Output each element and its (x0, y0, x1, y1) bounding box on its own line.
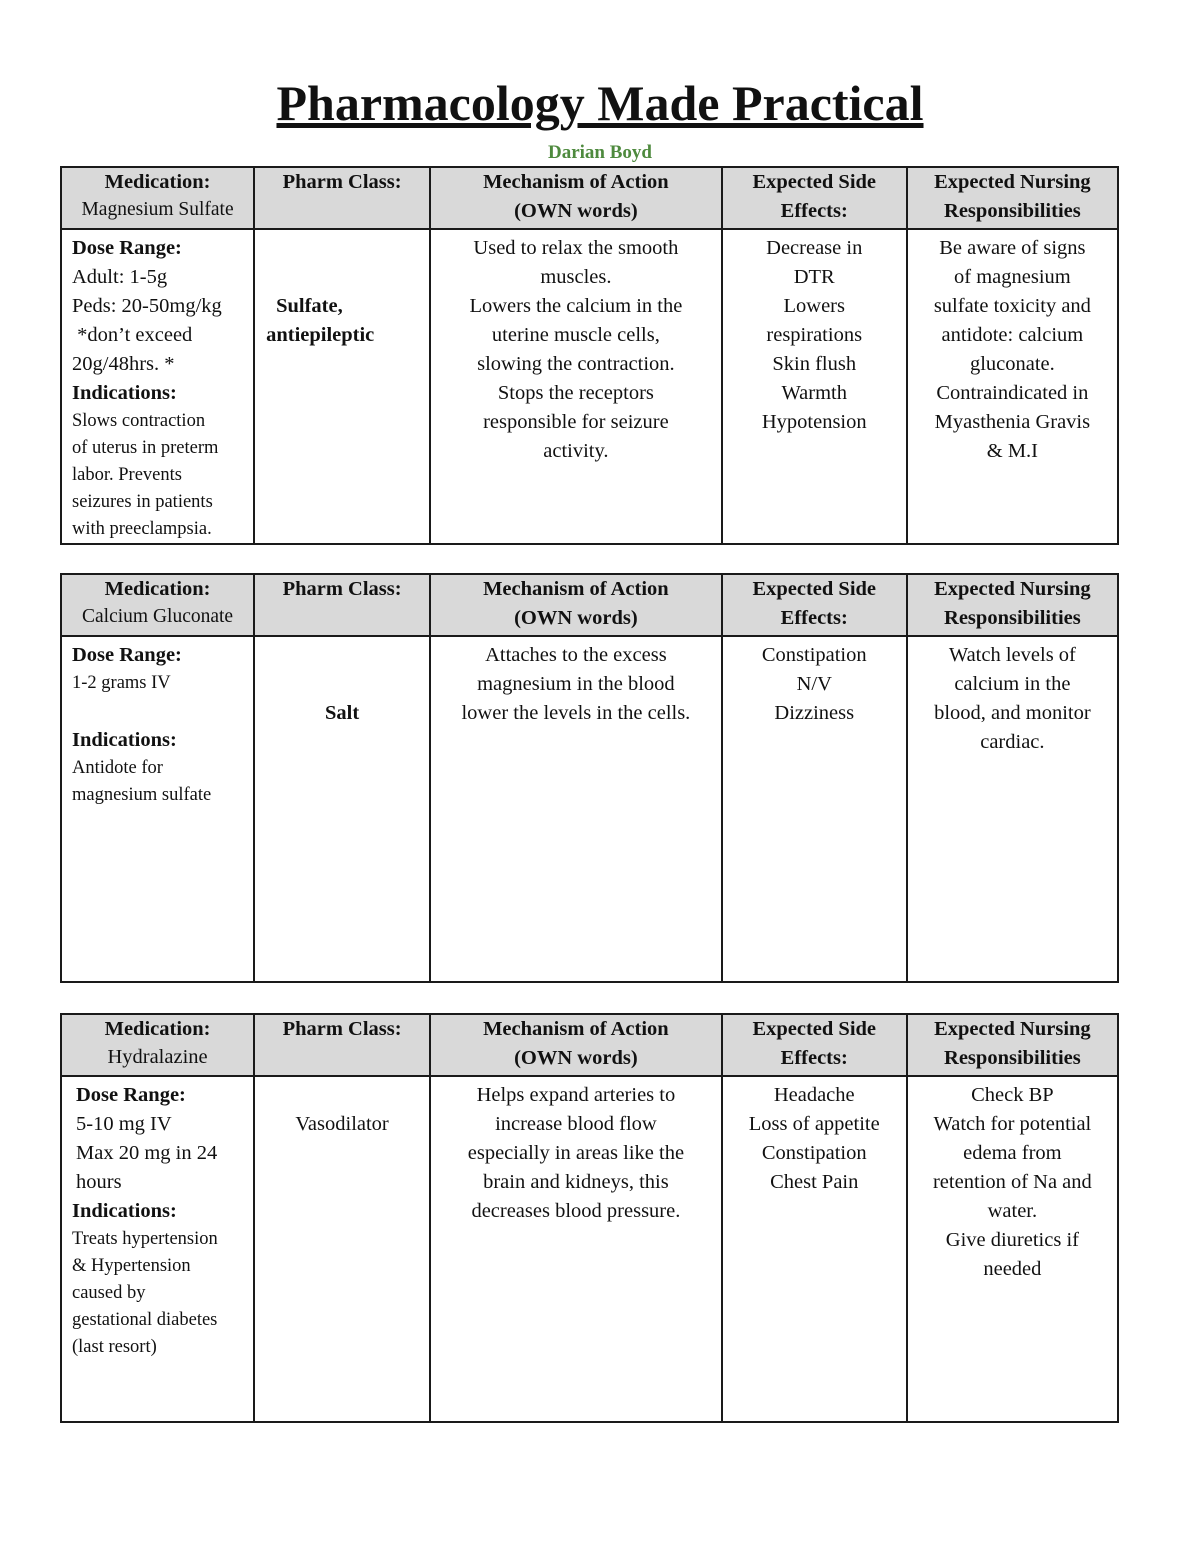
moa-line: decreases blood pressure. (471, 1200, 681, 1222)
author-name: Darian Boyd (548, 142, 652, 163)
nursing-header-line: Expected Nursing (934, 1018, 1091, 1040)
indication-line: of uterus in preterm (72, 438, 219, 458)
indications-label: Indications: (72, 1200, 177, 1222)
moa-header-line: (OWN words) (514, 200, 638, 222)
medication-header-cell (61, 167, 254, 229)
side-effect-line: Chest Pain (770, 1171, 859, 1193)
medication-header: Medication: (104, 1018, 211, 1040)
nursing-cell (907, 229, 1118, 544)
dose-range-label: Dose Range: (72, 237, 182, 259)
indication-line: Antidote for (72, 758, 163, 778)
nursing-line: calcium in the (954, 673, 1071, 695)
spacer (72, 697, 245, 726)
side-effect-line: Headache (773, 1084, 855, 1106)
side-effects-cell (722, 1076, 907, 1422)
nursing-header-line: Responsibilities (944, 607, 1081, 629)
pharm-class-header: Pharm Class: (254, 574, 430, 636)
nursing-line: Give diuretics if (945, 1229, 1079, 1251)
side-effects-header (722, 167, 907, 229)
dose-range-label: Dose Range: (72, 644, 182, 666)
pharm-class-line: Salt (324, 702, 360, 724)
moa-cell (430, 1076, 722, 1422)
moa-line: Attaches to the excess (485, 644, 667, 666)
dose-indications-cell (61, 636, 254, 982)
moa-header-line: (OWN words) (514, 607, 638, 629)
moa-line: brain and kidneys, this (483, 1171, 669, 1193)
nursing-cell (907, 636, 1118, 982)
side-effects-header (722, 574, 907, 636)
nursing-cell (907, 1076, 1118, 1422)
indication-line: labor. Prevents (72, 465, 182, 485)
side-effects-header-line: Expected Side (752, 578, 877, 600)
nursing-header-line: Expected Nursing (934, 578, 1091, 600)
medication-header: Medication: (104, 171, 211, 193)
moa-line: Helps expand arteries to (476, 1084, 676, 1106)
moa-header (430, 1014, 722, 1076)
moa-line: Stops the receptors (497, 382, 654, 404)
pharm-class-line: Sulfate, (276, 295, 343, 317)
pharm-class-line: antiepileptic (266, 324, 375, 346)
side-effect-line: DTR (793, 266, 835, 288)
moa-line: lower the levels in the cells. (461, 702, 691, 724)
indication-line: (last resort) (72, 1337, 157, 1357)
moa-header-line: Mechanism of Action (483, 171, 669, 193)
nursing-header (907, 574, 1118, 636)
indications-label: Indications: (72, 382, 177, 404)
moa-header-line: (OWN words) (514, 1047, 638, 1069)
moa-line: muscles. (540, 266, 612, 288)
side-effect-line: Lowers (783, 295, 845, 317)
pharm-class-header: Pharm Class: (254, 1014, 430, 1076)
indication-line: with preeclampsia. (72, 519, 212, 539)
nursing-header-line: Expected Nursing (934, 171, 1091, 193)
nursing-line: blood, and monitor (934, 702, 1091, 724)
side-effect-line: Hypotension (761, 411, 867, 433)
nursing-line: Check BP (971, 1084, 1054, 1106)
indication-line: & Hypertension (72, 1256, 191, 1276)
moa-line: Used to relax the smooth (473, 237, 679, 259)
side-effects-header-line: Effects: (780, 607, 848, 629)
medication-name: Magnesium Sulfate (81, 199, 234, 220)
side-effects-header-line: Effects: (780, 200, 848, 222)
nursing-line: sulfate toxicity and (933, 295, 1091, 317)
indication-line: seizures in patients (72, 492, 213, 512)
indication-line: caused by (72, 1283, 146, 1303)
nursing-line: & M.I (986, 440, 1038, 462)
nursing-line: retention of Na and (932, 1171, 1092, 1193)
side-effects-header-line: Expected Side (752, 171, 877, 193)
indication-line: Treats hypertension (72, 1229, 218, 1249)
dose-line: 5-10 mg IV (76, 1113, 172, 1135)
table-body-row (61, 636, 1118, 982)
dose-line: hours (76, 1171, 122, 1193)
nursing-line: gluconate. (969, 353, 1055, 375)
moa-header-line: Mechanism of Action (483, 1018, 669, 1040)
nursing-header-line: Responsibilities (944, 200, 1081, 222)
pharm-class-line: Vasodilator (295, 1113, 389, 1135)
side-effect-line: Constipation (761, 644, 867, 666)
medication-header-cell (61, 574, 254, 636)
dose-line: Max 20 mg in 24 (76, 1142, 218, 1164)
nursing-line: Watch for potential (933, 1113, 1092, 1135)
side-effect-line: Dizziness (774, 702, 855, 724)
medication-table-calcium-gluconate (60, 573, 1119, 983)
moa-line: activity. (543, 440, 609, 462)
table-header-row (61, 167, 1118, 229)
indications-label: Indications: (72, 729, 177, 751)
side-effect-line: Skin flush (772, 353, 857, 375)
medication-table-hydralazine (60, 1013, 1119, 1423)
table-body-row (61, 229, 1118, 544)
nursing-line: needed (983, 1258, 1042, 1280)
moa-header (430, 574, 722, 636)
nursing-line: cardiac. (980, 731, 1045, 753)
page-title: Pharmacology Made Practical (276, 75, 924, 131)
pharm-class-cell (254, 636, 430, 982)
moa-header-line: Mechanism of Action (483, 578, 669, 600)
pharm-class-header: Pharm Class: (254, 167, 430, 229)
side-effect-line: Decrease in (766, 237, 863, 259)
moa-line: responsible for seizure (483, 411, 669, 433)
moa-cell (430, 636, 722, 982)
dose-line: *don’t exceed (72, 324, 193, 346)
moa-line: especially in areas like the (467, 1142, 685, 1164)
nursing-line: edema from (963, 1142, 1062, 1164)
nursing-header (907, 1014, 1118, 1076)
dose-indications-cell (61, 1076, 254, 1422)
moa-line: increase blood flow (495, 1113, 657, 1135)
nursing-header (907, 167, 1118, 229)
side-effects-header (722, 1014, 907, 1076)
side-effects-header-line: Effects: (780, 1047, 848, 1069)
side-effects-header-line: Expected Side (752, 1018, 877, 1040)
medication-name: Calcium Gluconate (82, 606, 234, 627)
dose-line: 20g/48hrs. * (72, 353, 175, 375)
dose-line: 1-2 grams IV (72, 673, 171, 693)
side-effect-line: Constipation (761, 1142, 867, 1164)
nursing-line: Myasthenia Gravis (934, 411, 1091, 433)
dose-line: Peds: 20-50mg/kg (72, 295, 222, 317)
nursing-line: water. (987, 1200, 1038, 1222)
indication-line: Slows contraction (72, 411, 206, 431)
indication-line: magnesium sulfate (72, 785, 212, 805)
side-effect-line: N/V (796, 673, 832, 695)
nursing-line: Be aware of signs (939, 237, 1086, 259)
table-header-row (61, 574, 1118, 636)
moa-line: slowing the contraction. (477, 353, 675, 375)
nursing-line: of magnesium (954, 266, 1071, 288)
moa-line: Lowers the calcium in the (469, 295, 683, 317)
medication-table-magnesium-sulfate (60, 166, 1119, 545)
moa-header (430, 167, 722, 229)
moa-cell (430, 229, 722, 544)
side-effects-cell (722, 229, 907, 544)
dose-range-label: Dose Range: (76, 1084, 186, 1106)
moa-line: magnesium in the blood (477, 673, 675, 695)
indication-line: gestational diabetes (72, 1310, 218, 1330)
medication-header-cell (61, 1014, 254, 1076)
side-effects-cell (722, 636, 907, 982)
dose-indications-cell (61, 229, 254, 544)
side-effect-line: respirations (766, 324, 863, 346)
pharm-class-cell (254, 1076, 430, 1422)
medication-name: Hydralazine (107, 1046, 208, 1068)
nursing-line: antidote: calcium (941, 324, 1084, 346)
moa-line: uterine muscle cells, (491, 324, 660, 346)
dose-line: Adult: 1-5g (72, 266, 168, 288)
nursing-line: Contraindicated in (936, 382, 1089, 404)
nursing-header-line: Responsibilities (944, 1047, 1081, 1069)
pharm-class-cell (254, 229, 430, 544)
table-header-row (61, 1014, 1118, 1076)
table-body-row (61, 1076, 1118, 1422)
nursing-line: Watch levels of (948, 644, 1076, 666)
medication-header: Medication: (104, 578, 211, 600)
side-effect-line: Warmth (781, 382, 847, 404)
side-effect-line: Loss of appetite (748, 1113, 880, 1135)
